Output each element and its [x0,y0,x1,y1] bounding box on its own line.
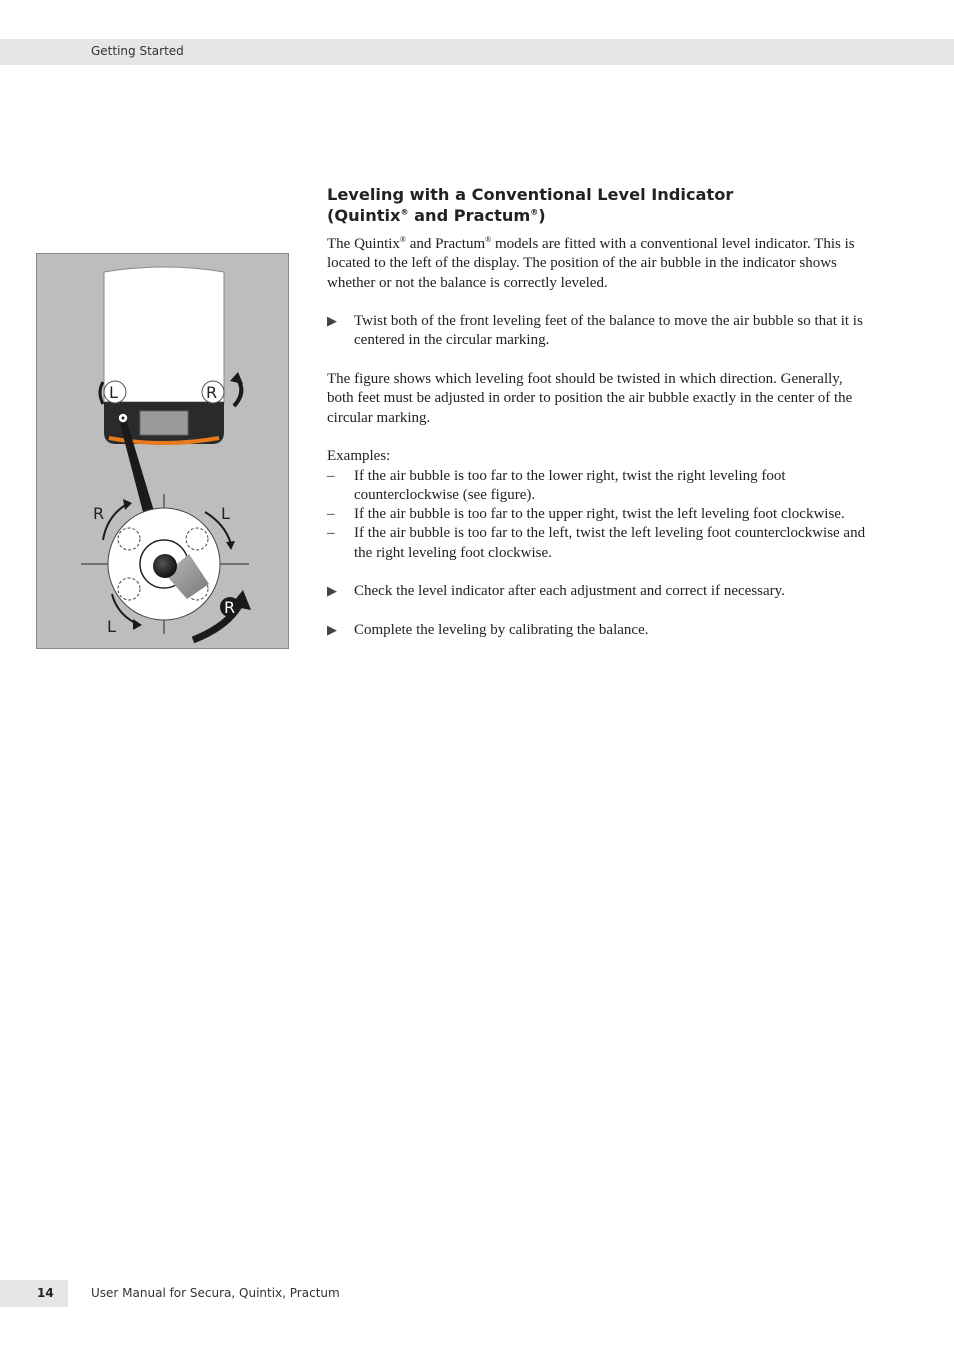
bullet-triangle-icon: ▶ [327,314,337,330]
leveling-figure [36,253,289,649]
balance-body [104,267,224,444]
svg-text:L: L [221,504,230,523]
header-bar [0,39,954,65]
footer-title: User Manual for Secura, Quintix, Practum [91,1286,340,1300]
svg-text:L: L [107,617,116,636]
section-heading: Leveling with a Conventional Level Indicator (Quintix® and Practum®) [327,185,734,225]
svg-text:R: R [206,383,218,402]
svg-text:R: R [93,504,105,523]
instruction-step: ▶ Complete the leveling by calibrating the balance. [327,621,867,640]
list-item: – If the air bubble is too far to the left, twist the left leveling foot counterclockwise and the right leveling foot clockwise. [327,525,866,561]
intro-paragraph: The Quintix® and Practum® models are fitted with a conventional level indicator. This is located to the left of the display. The position of the air bubble in the indicator shows whether or not the balance is correctly leveled. [327,235,855,291]
svg-text:L: L [109,383,118,402]
instruction-step: ▶ Check the level indicator after each adjustment and correct if necessary. [327,582,867,601]
air-bubble [153,554,177,578]
leveling-illustration [37,254,290,650]
display-icon [140,411,188,435]
figure-explanation: The figure shows which leveling foot should be twisted in which direction. Generally, both feet must be adjusted in order to position the air bubble exactly in the center of the circular marking. [327,371,853,426]
examples-label: Examples: [327,448,391,465]
list-item: – If the air bubble is too far to the lower right, twist the right leveling foot counterclockwise (see figure). [327,467,786,503]
svg-text:R: R [224,598,236,617]
page-number-box [0,1280,68,1307]
main-content [327,184,867,660]
examples-list [327,467,867,563]
bullet-triangle-icon: ▶ [327,622,337,638]
list-item: – If the air bubble is too far to the upper right, twist the left leveling foot clockwise. [327,506,845,523]
section-title: Getting Started [91,44,184,58]
bullet-triangle-icon: ▶ [327,584,337,600]
page-number: 14 [37,1286,54,1300]
instruction-step: ▶ Twist both of the front leveling feet of the balance to move the air bubble so that it is centered in the circular marking. [327,313,863,349]
